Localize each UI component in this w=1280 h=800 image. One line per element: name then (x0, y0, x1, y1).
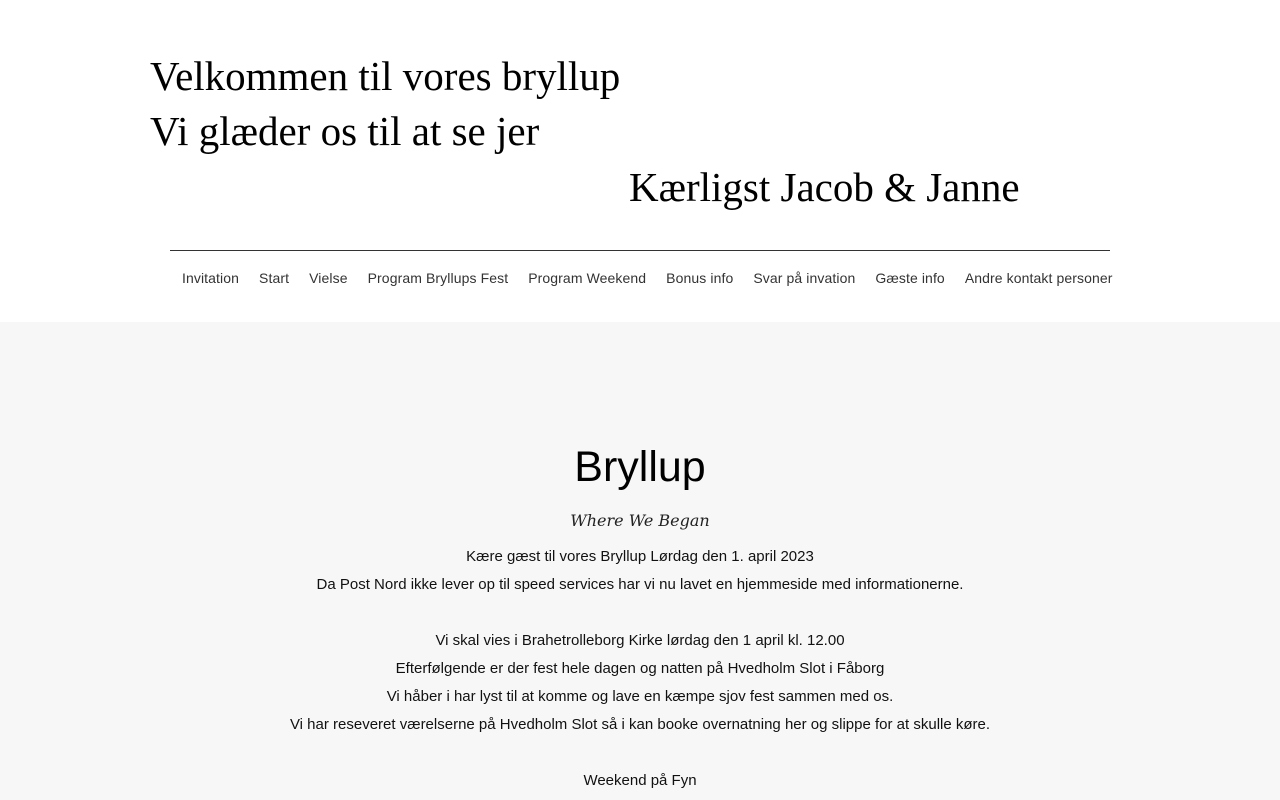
nav-item-start[interactable]: Start (259, 270, 290, 286)
nav-item-gaeste-info[interactable]: Gæste info (875, 270, 945, 286)
body-paragraph: Kære gæst til vores Bryllup Lørdag den 1. april 2023 (466, 548, 814, 565)
header-divider (170, 250, 1110, 251)
nav-item-vielse[interactable]: Vielse (309, 270, 348, 286)
body-paragraph: Vi håber i har lyst til at komme og lave en kæmpe sjov fest sammen med os. (386, 688, 894, 705)
nav-item-program-bryllups-fest[interactable]: Program Bryllups Fest (367, 270, 509, 286)
nav-item-andre-kontakt-personer[interactable]: Andre kontakt personer (964, 270, 1113, 286)
site-header (0, 0, 1280, 322)
body-paragraph: Weekend på Fyn (583, 772, 697, 789)
nav-item-invitation[interactable]: Invitation (182, 270, 240, 286)
body-paragraph: Efterfølgende er der fest hele dagen og natten på Hvedholm Slot i Fåborg (395, 660, 885, 677)
body-paragraph: Vi har reseveret værelserne på Hvedholm Slot så i kan booke overnatning her og slippe for at skulle køre. (289, 716, 991, 733)
nav-item-program-weekend[interactable]: Program Weekend (528, 270, 647, 286)
welcome-heading: Velkommen til vores bryllup (150, 53, 621, 99)
signature-heading: Kærligst Jacob & Janne (629, 164, 1020, 210)
nav-item-svar-paa-invation[interactable]: Svar på invation (753, 270, 856, 286)
main-section (0, 322, 1280, 800)
main-nav (172, 266, 1117, 290)
greeting-heading: Vi glæder os til at se jer (150, 108, 540, 154)
paragraph-spacer (0, 739, 1280, 767)
invitation-text (0, 543, 1280, 795)
page-subtitle: Where We Began (570, 511, 710, 530)
page-title: Bryllup (574, 443, 706, 491)
paragraph-spacer (0, 599, 1280, 627)
nav-item-bonus-info[interactable]: Bonus info (666, 270, 734, 286)
body-paragraph: Vi skal vies i Brahetrolleborg Kirke lørdag den 1 april kl. 12.00 (435, 632, 845, 649)
body-paragraph: Da Post Nord ikke lever op til speed services har vi nu lavet en hjemmeside med informationerne. (316, 576, 964, 593)
